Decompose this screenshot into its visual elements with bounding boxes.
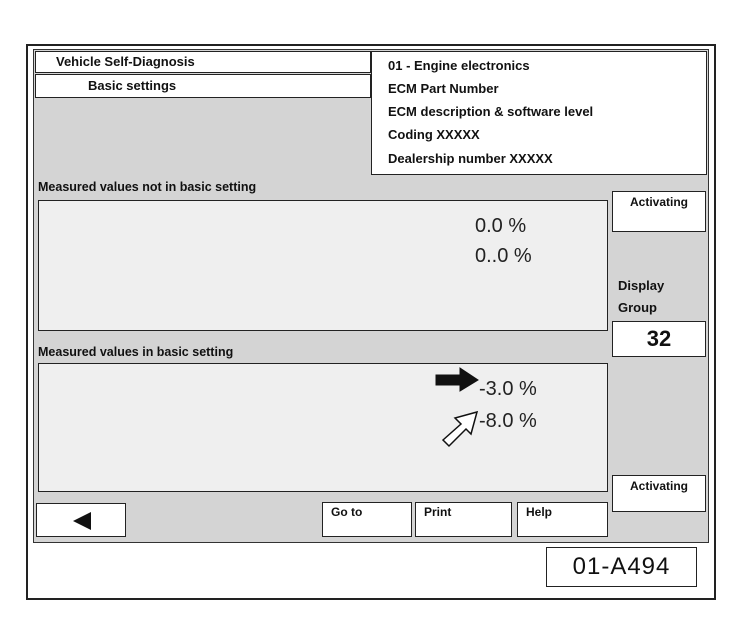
- section-label-in-basic: Measured values in basic setting: [38, 345, 234, 359]
- value-not-basic-1: 0.0 %: [475, 215, 527, 237]
- outline-arrow-icon: [439, 408, 483, 450]
- ecm-info-box: [371, 51, 707, 175]
- back-button[interactable]: [36, 503, 126, 537]
- value-in-basic-1: -3.0 %: [479, 378, 537, 400]
- display-group-label-1: Display: [618, 278, 665, 293]
- value-in-basic-2: -8.0 %: [479, 410, 537, 432]
- header-subtitle-box: [35, 74, 371, 98]
- ecm-description: ECM description & software level: [388, 104, 594, 119]
- values-panel-not-basic: [38, 200, 608, 331]
- filled-arrow-icon: [434, 366, 480, 392]
- header-title-box: [35, 51, 371, 73]
- header-title: Vehicle Self-Diagnosis: [56, 54, 195, 69]
- dealership-number: Dealership number XXXXX: [388, 151, 553, 166]
- goto-button[interactable]: Go to: [322, 502, 412, 537]
- help-button[interactable]: Help: [517, 502, 608, 537]
- activating-button-bottom[interactable]: Activating: [612, 475, 706, 512]
- header-subtitle: Basic settings: [88, 78, 177, 93]
- print-button[interactable]: Print: [415, 502, 512, 537]
- ecm-coding: Coding XXXXX: [388, 127, 480, 142]
- activating-button-top[interactable]: Activating: [612, 191, 706, 232]
- value-not-basic-2: 0..0 %: [475, 245, 532, 267]
- diagnostic-screen: [33, 49, 709, 543]
- ecm-system-name: 01 - Engine electronics: [388, 58, 530, 73]
- section-label-not-basic: Measured values not in basic setting: [38, 180, 257, 194]
- left-triangle-icon: [71, 511, 93, 531]
- ecm-part-number: ECM Part Number: [388, 81, 499, 96]
- display-group-label-2: Group: [618, 300, 657, 315]
- figure-id-label: 01-A494: [546, 547, 697, 587]
- values-panel-in-basic: [38, 363, 608, 492]
- display-group-number[interactable]: 32: [612, 321, 706, 357]
